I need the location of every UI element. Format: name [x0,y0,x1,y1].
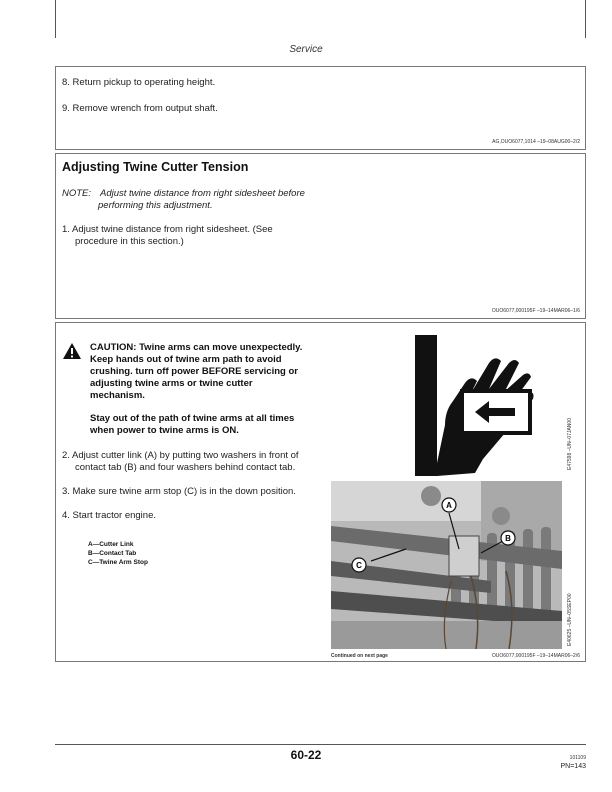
image1-id-code: E47598 –UN–07JAN00 [567,418,573,470]
footer-date-code: 101109 [569,755,586,761]
section2-reference-code: OUO6077,000195F –19–14MAR06–1/6 [491,308,580,314]
caution-line-2: Keep hands out of twine arm path to avoid [90,354,282,365]
step-2-line-1: 2. Adjust cutter link (A) by putting two washers in front of [62,450,299,461]
image2-id-code: E40625 –UN–05SEP00 [567,593,573,646]
caution-line-4: adjusting twine arms or twine cutter [90,378,253,389]
footer-rule [55,744,586,745]
note-label: NOTE: [62,188,92,199]
legend-contact-tab: B—Contact Tab [88,550,137,557]
callout-c-label: C [356,561,362,570]
warning-triangle-icon [62,342,82,360]
section1-reference-code: AG,OUO6077,1014 –19–08AUG00–2/2 [492,139,580,145]
callout-b-label: B [505,534,511,543]
step-9: 9. Remove wrench from output shaft. [62,103,218,114]
note-line-2: performing this adjustment. [98,200,213,211]
twine-arm-mechanism-photo [331,481,562,649]
legend-twine-arm-stop: C—Twine Arm Stop [88,559,148,566]
hand-crush-safety-pictogram [405,333,550,478]
caution2-line-2: when power to twine arms is ON. [90,425,239,436]
callout-a-label: A [446,501,452,510]
left-margin-line [55,0,56,38]
caution-line-1: CAUTION: Twine arms can move unexpectedly. [90,342,303,353]
caution-line-5: mechanism. [90,390,145,401]
section3-reference-code: OUO6077,000195F –19–14MAR06–2/6 [491,653,580,659]
step-1-line-2: procedure in this section.) [75,236,184,247]
step-3: 3. Make sure twine arm stop (C) is in the down position. [62,486,296,497]
step-1-line-1: 1. Adjust twine distance from right sidesheet. (See [62,224,273,235]
page-number: 60-22 [290,748,322,762]
footer-pn: PN=143 [560,763,586,770]
page-header-title: Service [289,44,323,55]
caution-line-3: crushing. turn off power BEFORE servicing or [90,366,298,377]
step-8: 8. Return pickup to operating height. [62,77,216,88]
caution2-line-1: Stay out of the path of twine arms at all times [90,413,295,424]
right-margin-line [585,0,586,38]
step-4: 4. Start tractor engine. [62,510,156,521]
section-title: Adjusting Twine Cutter Tension [62,160,249,174]
legend-cutter-link: A—Cutter Link [88,541,134,548]
note-line-1: Adjust twine distance from right sidesheet before [100,188,305,199]
continued-on-next-page: Continued on next page [331,653,388,659]
step-2-line-2: contact tab (B) and four washers behind contact tab. [75,462,296,473]
